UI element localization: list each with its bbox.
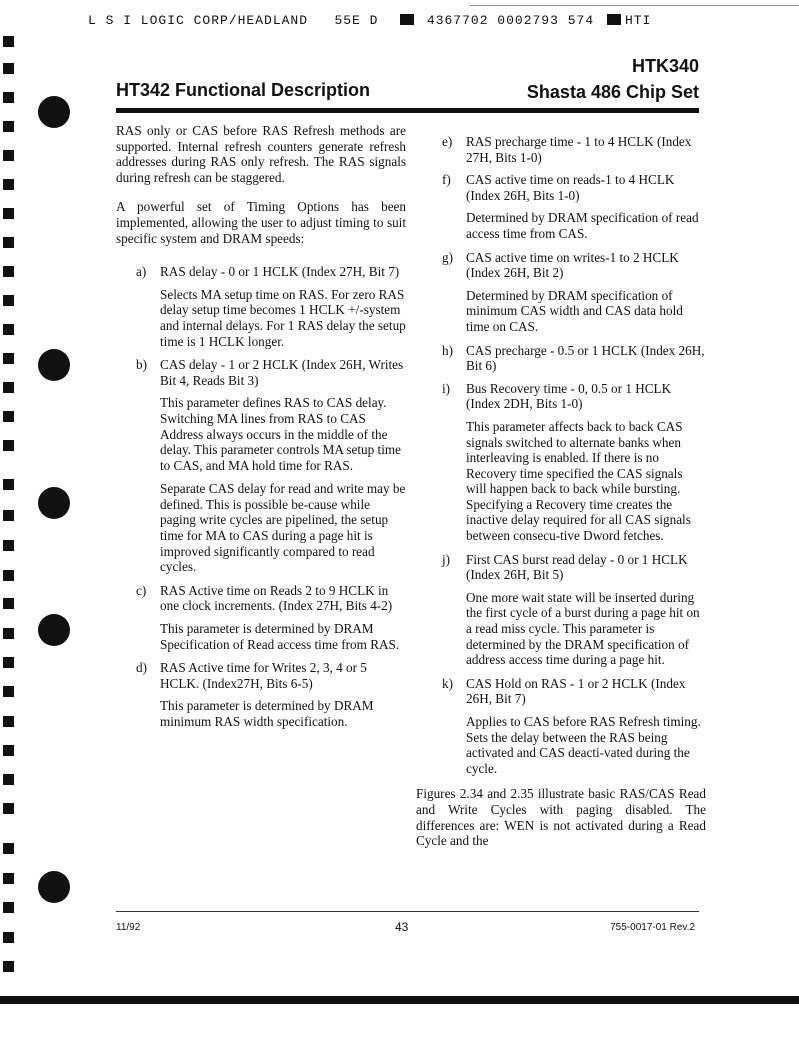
chipset-title: Shasta 486 Chip Set [526, 82, 699, 102]
item-label: b) [136, 357, 147, 373]
list-item [116, 583, 406, 614]
item-text: CAS precharge - 0.5 or 1 HCLK (Index 26H, Bit 6) [466, 342, 705, 374]
item-description: Determined by DRAM specification of minimum CAS width and CAS data hold time on CAS. [466, 287, 683, 334]
item-label: e) [442, 134, 453, 149]
margin-square [3, 843, 14, 854]
margin-square [3, 540, 14, 551]
item-label: a) [136, 264, 147, 280]
punch-hole [38, 349, 70, 381]
item-label: j) [442, 551, 451, 567]
margin-square [3, 92, 14, 103]
margin-square [3, 873, 14, 884]
item-label: g) [442, 249, 453, 265]
item-description: This parameter affects back to back CAS signals switched to alternate banks when interleaving is enabled. If there is no Recovery time specified the CAS signals will happen back to back while bursting. Specifying a Recovery time creates the inactive delay required for all CAS signals between consecu-tive Dword fetches. [466, 418, 691, 544]
scan-header-suffix: HTI [624, 13, 652, 28]
margin-square [3, 598, 14, 609]
punch-hole [38, 96, 70, 128]
margin-square [3, 382, 14, 393]
margin-square [3, 208, 14, 219]
item-label: i) [442, 380, 451, 396]
right-column [416, 134, 706, 863]
margin-square [3, 479, 14, 490]
footer-date: 11/92 [116, 922, 141, 933]
scan-header-code: 55E D [334, 13, 379, 28]
margin-square [3, 295, 14, 306]
item-text: RAS Active time on Reads 2 to 9 HCLK in one clock increments. (Index 27H, Bits 4-2) [160, 582, 393, 614]
margin-square [3, 932, 14, 943]
list-item [416, 134, 706, 165]
margin-square [3, 902, 14, 913]
scan-header-line [88, 13, 788, 35]
margin-square [3, 510, 14, 521]
scan-edge-line [470, 5, 799, 6]
margin-square [3, 716, 14, 727]
section-title: HT342 Functional Description [116, 80, 371, 100]
item-text: CAS active time on reads-1 to 4 HCLK (Index 26H, Bits 1-0) [466, 172, 675, 203]
punch-hole [38, 614, 70, 646]
item-text: CAS delay - 1 or 2 HCLK (Index 26H, Writes Bit 4, Reads Bit 3) [160, 357, 404, 388]
footer-rule [116, 911, 699, 912]
item-description: Determined by DRAM specification of read access time from CAS. [466, 210, 699, 241]
margin-square [3, 411, 14, 422]
margin-square [3, 570, 14, 581]
item-description: This parameter is determined by DRAM minimum RAS width specification. [160, 698, 374, 729]
margin-square [3, 266, 14, 277]
item-label: f) [442, 172, 451, 188]
item-description: Selects MA setup time on RAS. For zero RAS delay setup time becomes 1 HCLK +/-system and internal delays. For 1 RAS delay the setup time is 1 HCLK longer. [160, 286, 406, 349]
margin-square [3, 353, 14, 364]
item-text: Bus Recovery time - 0, 0.5 or 1 HCLK (Index 2DH, Bits 1-0) [466, 380, 672, 412]
item-text: RAS delay - 0 or 1 HCLK (Index 27H, Bit 7) [160, 264, 400, 280]
margin-square [3, 36, 14, 47]
intro-paragraph: RAS only or CAS before RAS Refresh methods are supported. Internal refresh counters generate refresh addresses during RAS only refresh. The RAS signals during refresh can be staggered. [116, 123, 406, 185]
margin-square [3, 121, 14, 132]
list-item [416, 552, 706, 583]
page-number: 43 [395, 920, 409, 934]
margin-square [3, 440, 14, 451]
left-column [116, 123, 406, 738]
item-text: RAS precharge time - 1 to 4 HCLK (Index 27H, Bits 1-0) [466, 134, 692, 165]
list-item [416, 381, 706, 412]
margin-square [3, 324, 14, 335]
margin-square [3, 237, 14, 248]
item-text: First CAS burst read delay - 0 or 1 HCLK (Index 26H, Bit 5) [466, 551, 688, 583]
item-label: h) [442, 342, 453, 358]
margin-square [3, 686, 14, 697]
punch-hole [38, 871, 70, 903]
item-description: This parameter defines RAS to CAS delay. Switching MA lines from RAS to CAS Address always occurs in the middle of the delay. This parameter controls MA setup time to CAS, and MA hold time for RAS. [160, 395, 401, 473]
margin-square [3, 961, 14, 972]
margin-square [3, 628, 14, 639]
item-label: k) [442, 675, 453, 691]
item-text: RAS Active time for Writes 2, 3, 4 or 5 HCLK. (Index27H, Bits 6-5) [160, 660, 367, 691]
scan-header-block [400, 14, 414, 25]
item-description: Separate CAS delay for read and write may be defined. This is possible be-cause while paging write cycles are pipelined, the setup time for MA to CAS during a page hit is improved significantly compared to read cycles. [160, 481, 406, 575]
list-item [416, 343, 706, 374]
list-item [416, 250, 706, 281]
item-label: c) [136, 582, 147, 598]
doc-number: 755-0017-01 Rev.2 [610, 922, 695, 933]
scan-header-company: L S I LOGIC CORP/HEADLAND [88, 13, 309, 28]
list-item [116, 660, 406, 691]
scan-bottom-bar [0, 996, 799, 1004]
list-item [416, 676, 706, 707]
item-label: d) [136, 660, 147, 676]
margin-square [3, 745, 14, 756]
list-item [416, 172, 706, 203]
item-text: CAS active time on writes-1 to 2 HCLK (Index 26H, Bit 2) [466, 249, 679, 281]
margin-square [3, 803, 14, 814]
item-description: This parameter is determined by DRAM Specification of Read access time from RAS. [160, 621, 400, 652]
margin-square [3, 774, 14, 785]
margin-square [3, 179, 14, 190]
margin-square [3, 150, 14, 161]
product-code: HTK340 [631, 56, 699, 76]
margin-square [3, 657, 14, 668]
margin-square [3, 63, 14, 74]
list-item [116, 264, 406, 280]
scan-header-numbers: 4367702 0002793 574 [426, 13, 595, 28]
scan-header-block [607, 14, 621, 25]
timing-options-paragraph: A powerful set of Timing Options has been implemented, allowing the user to adjust timing to suit specific system and DRAM speeds: [116, 199, 406, 246]
item-description: Applies to CAS before RAS Refresh timing. Sets the delay between the RAS being activated and CAS deacti-vated during the cycle. [466, 714, 701, 776]
list-item [116, 357, 406, 388]
header-rule [116, 108, 699, 113]
punch-hole [38, 487, 70, 519]
figures-paragraph: Figures 2.34 and 2.35 illustrate basic RAS/CAS Read and Write Cycles with paging disabled. The differences are: WEN is not activated during a Read Cycle and the [416, 786, 706, 849]
item-text: CAS Hold on RAS - 1 or 2 HCLK (Index 26H, Bit 7) [466, 675, 686, 707]
item-description: One more wait state will be inserted during the first cycle of a burst during a page hit on a read miss cycle. This parameter is determined by the DRAM specification of address access time during a page hit. [466, 589, 700, 668]
